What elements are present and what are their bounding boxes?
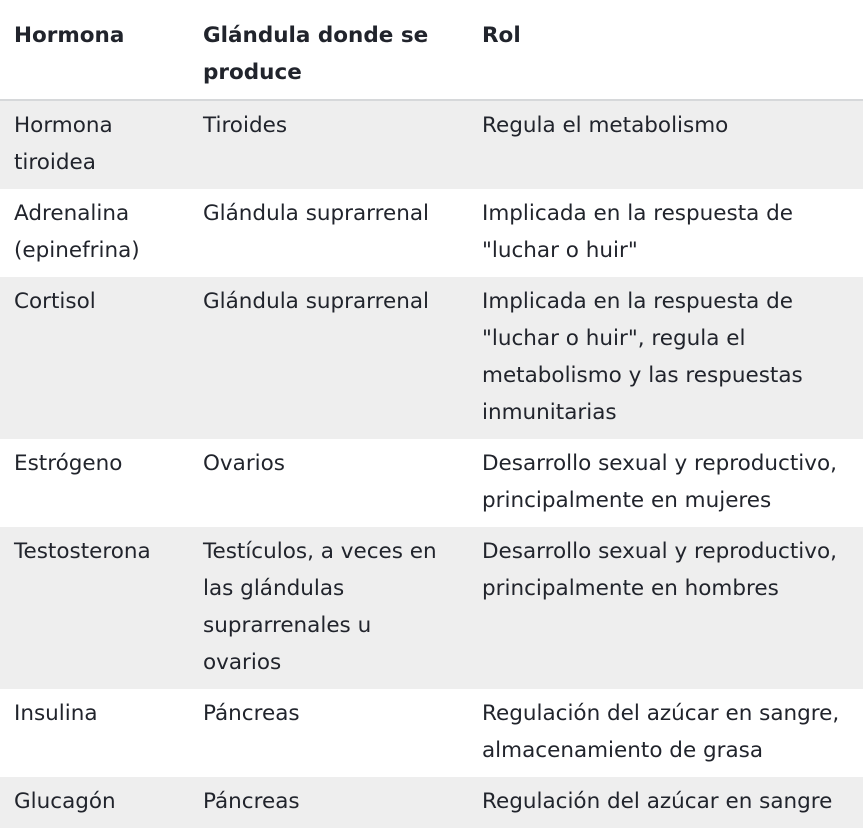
cell-hormone: Testosterona xyxy=(14,539,151,564)
cell-gland: Ovarios xyxy=(203,451,285,476)
cell-hormone: Estrógeno xyxy=(14,451,123,476)
header-row xyxy=(0,0,863,100)
cell-role: Regulación del azúcar en sangre xyxy=(482,789,833,814)
table-row xyxy=(0,439,863,527)
cell-role: Desarrollo sexual y reproductivo, principalmente en hombres xyxy=(482,539,837,601)
table-row xyxy=(0,277,863,439)
cell-role: Regulación del azúcar en sangre, almacenamiento de grasa xyxy=(482,701,840,763)
table-row xyxy=(0,689,863,777)
cell-gland: Páncreas xyxy=(203,701,300,726)
table-body xyxy=(0,100,863,828)
cell-hormone: Insulina xyxy=(14,701,98,726)
header-gland: Glándula donde se produce xyxy=(189,0,468,100)
cell-hormone: Cortisol xyxy=(14,289,96,314)
cell-gland: Glándula suprarrenal xyxy=(203,289,430,314)
cell-gland: Glándula suprarrenal xyxy=(203,201,430,226)
cell-gland: Páncreas xyxy=(203,789,300,814)
header-hormone: Hormona xyxy=(0,0,189,100)
cell-gland: Tiroides xyxy=(203,113,288,138)
cell-role: Implicada en la respuesta de "luchar o huir", regula el metabolismo y las respuestas inmunitarias xyxy=(482,289,803,425)
table-row xyxy=(0,527,863,689)
cell-hormone: Glucagón xyxy=(14,789,116,814)
table-row xyxy=(0,100,863,189)
table-row xyxy=(0,189,863,277)
table-header xyxy=(0,0,863,100)
table-row xyxy=(0,777,863,828)
cell-role: Desarrollo sexual y reproductivo, principalmente en mujeres xyxy=(482,451,837,513)
cell-hormone: Adrenalina (epinefrina) xyxy=(14,201,140,263)
header-role: Rol xyxy=(468,0,863,100)
cell-role: Regula el metabolismo xyxy=(482,113,729,138)
cell-gland: Testículos, a veces en las glándulas suprarrenales u ovarios xyxy=(203,539,437,675)
cell-hormone: Hormona tiroidea xyxy=(14,113,113,175)
cell-role: Implicada en la respuesta de "luchar o huir" xyxy=(482,201,794,263)
